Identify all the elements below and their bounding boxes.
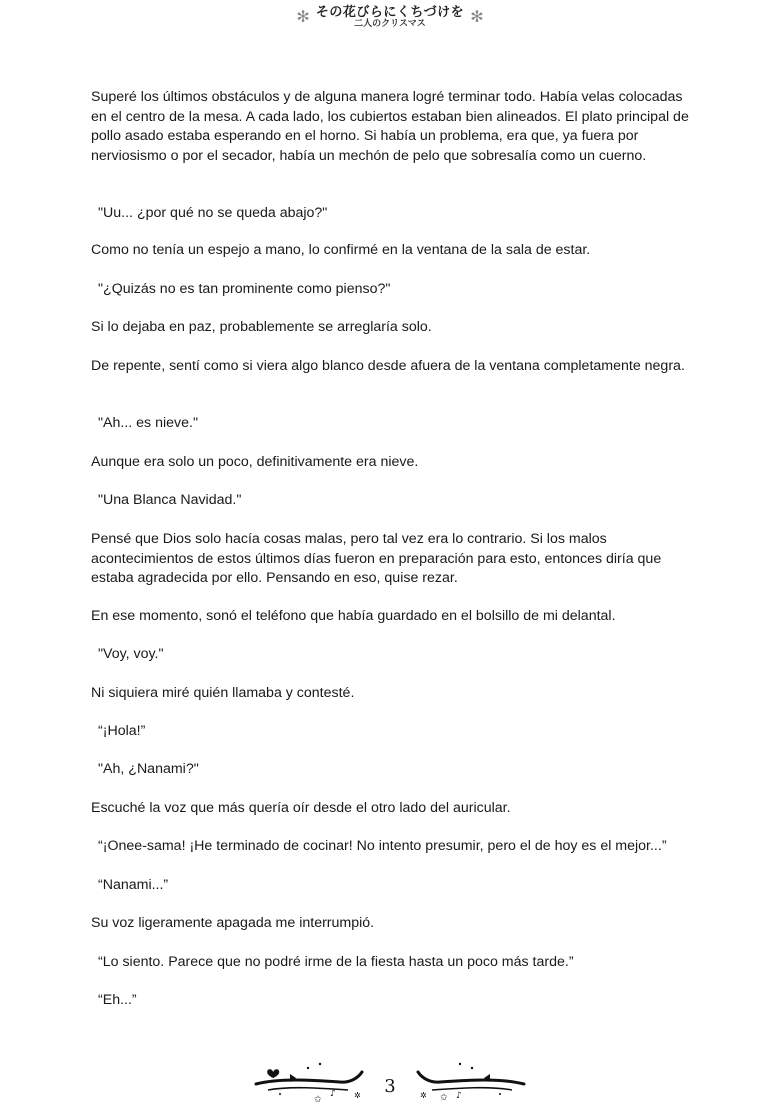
- paragraph-14: “¡Hola!”: [98, 723, 146, 739]
- paragraph-15: "Ah, ¿Nanami?": [98, 761, 199, 777]
- header-title-block: [316, 6, 464, 29]
- svg-text:✩: ✩: [440, 1093, 448, 1103]
- snowflake-right-icon: ✻: [470, 8, 484, 26]
- paragraph-5: Si lo dejaba en paz, probablemente se arreglaría solo.: [91, 319, 432, 335]
- page-header: [0, 6, 780, 40]
- paragraph-21: “Eh...”: [98, 992, 137, 1008]
- header-title-group: [296, 6, 483, 29]
- paragraph-12: "Voy, voy.": [98, 646, 164, 662]
- svg-text:✲: ✲: [354, 1091, 361, 1100]
- paragraph-6: De repente, sentí como si viera algo blanco desde afuera de la ventana completamente negra.: [91, 358, 685, 374]
- page-footer: [250, 1060, 530, 1104]
- svg-text:♪: ♪: [456, 1091, 462, 1101]
- paragraph-4: "¿Quizás no es tan prominente como pienso?": [98, 281, 391, 297]
- svg-text:✲: ✲: [420, 1091, 427, 1100]
- paragraph-16: Escuché la voz que más quería oír desde el otro lado del auricular.: [91, 800, 511, 816]
- paragraph-9: "Una Blanca Navidad.": [98, 492, 242, 508]
- svg-text:✩: ✩: [314, 1095, 322, 1104]
- paragraph-13: Ni siquiera miré quién llamaba y contesté.: [91, 685, 355, 701]
- page-number: 3: [384, 1076, 396, 1097]
- paragraph-3: Como no tenía un espejo a mano, lo confirmé en la ventana de la sala de estar.: [91, 242, 591, 258]
- paragraph-17: “¡Onee-sama! ¡He terminado de cocinar! No intento presumir, pero el de hoy es el mejor...”: [98, 838, 667, 854]
- header-subtitle: 二人のクリスマス: [354, 18, 426, 29]
- svg-text:♪: ♪: [330, 1089, 336, 1099]
- snowflake-left-icon: ✻: [296, 8, 310, 26]
- paragraph-2: "Uu... ¿por qué no se queda abajo?": [98, 205, 328, 221]
- paragraph-18: “Nanami...”: [98, 877, 169, 893]
- paragraph-11: En ese momento, sonó el teléfono que había guardado en el bolsillo de mi delantal.: [91, 608, 616, 624]
- paragraph-10: Pensé que Dios solo hacía cosas malas, pero tal vez era lo contrario. Si los malos acontecimientos de estos últimos días fueron en preparación para esto, entonces diría que estaba agradecida por ello. Pensando en eso, quise rezar.: [91, 531, 662, 586]
- paragraph-1: Superé los últimos obstáculos y de alguna manera logré terminar todo. Había velas colocadas en el centro de la mesa. A cada lado, los cubiertos estaban bien alineados. El plato principal de pollo asado estaba esperando en el horno. Si había un problema, era que, ya fuera por nerviosismo o por el secador, había un mechón de pelo que sobresalía como un cuerno.: [91, 89, 689, 164]
- paragraph-20: “Lo siento. Parece que no podré irme de la fiesta hasta un poco más tarde.”: [98, 954, 574, 970]
- paragraph-8: Aunque era solo un poco, definitivamente era nieve.: [91, 454, 419, 470]
- paragraph-19: Su voz ligeramente apagada me interrumpió.: [91, 915, 375, 931]
- paragraph-7: "Ah... es nieve.": [98, 415, 198, 431]
- header-title: その花びらにくちづけを: [315, 5, 465, 20]
